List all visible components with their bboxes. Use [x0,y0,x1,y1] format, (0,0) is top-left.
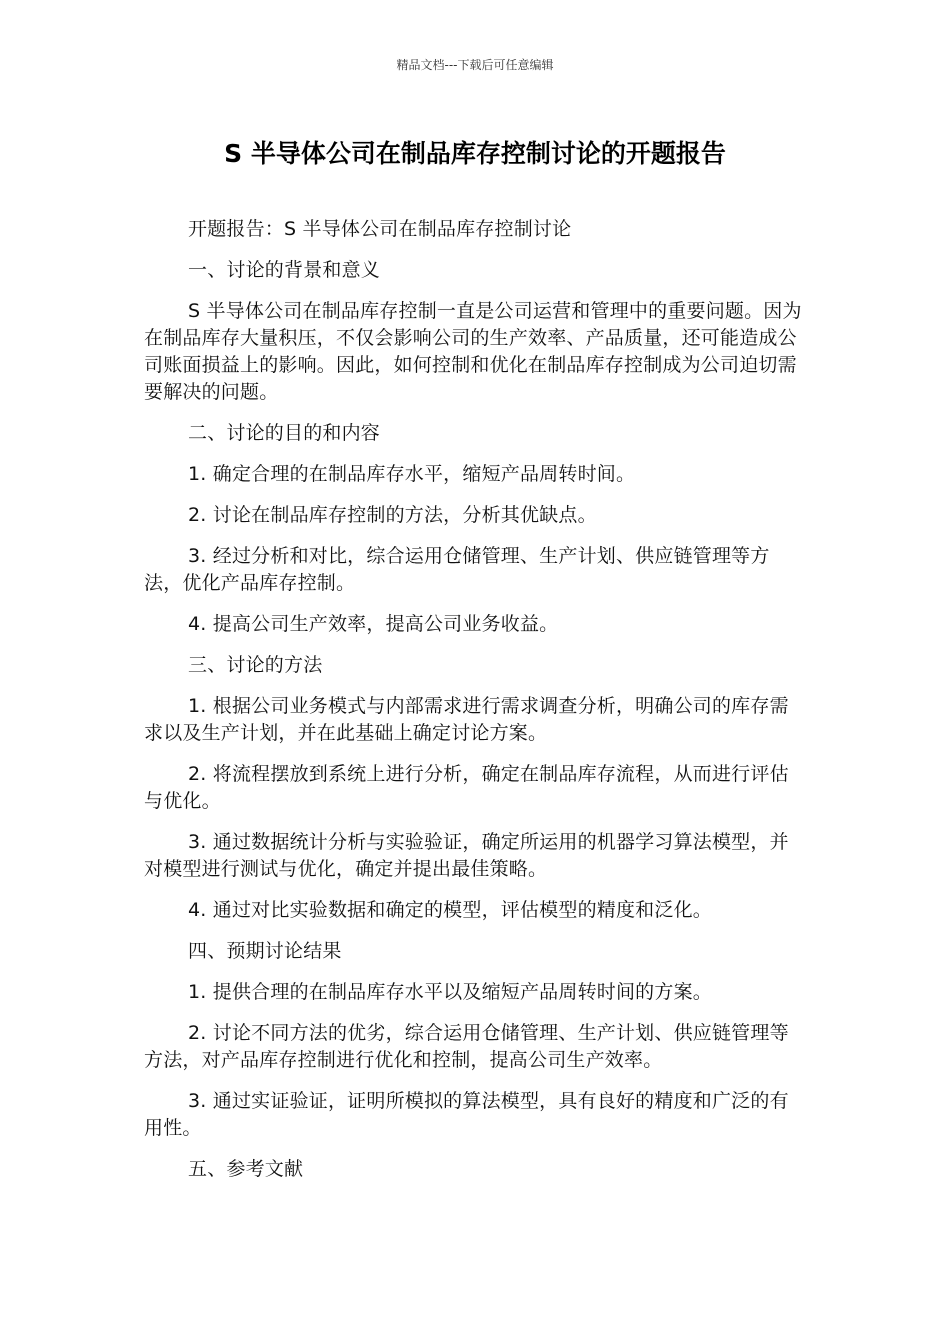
list-item-purpose-2: 2. 讨论在制品库存控制的方法，分析其优缺点。 [188,504,597,526]
paragraph-background: S 半导体公司在制品库存控制一直是公司运营和管理中的重要问题。因为在制品库存大量积压，不仅会影响公司的生产效率、产品质量，还可能造成公司账面损益上的影响。因此，如何控制和优化在制品库存控制成为公司迫切需要解决的问题。 [144,300,802,403]
section-heading-methods: 三、讨论的方法 [188,654,323,676]
paragraph-report-title: 开题报告：S 半导体公司在制品库存控制讨论 [188,218,572,240]
document-title: S 半导体公司在制品库存控制讨论的开题报告 [224,139,726,168]
page-header: 精品文档---下载后可任意编辑 [396,58,554,72]
section-heading-references: 五、参考文献 [188,1158,304,1180]
list-item-method-1: 1. 根据公司业务模式与内部需求进行需求调查分析，明确公司的库存需求以及生产计划，并在此基础上确定讨论方案。 [144,695,789,744]
list-item-purpose-3: 3. 经过分析和对比，综合运用仓储管理、生产计划、供应链管理等方法，优化产品库存控制。 [144,545,770,594]
section-heading-expected-results: 四、预期讨论结果 [188,940,342,962]
list-item-result-3: 3. 通过实证验证，证明所模拟的算法模型，具有良好的精度和广泛的有用性。 [144,1090,789,1139]
list-item-purpose-1: 1. 确定合理的在制品库存水平，缩短产品周转时间。 [188,463,636,485]
section-heading-purpose: 二、讨论的目的和内容 [188,422,381,444]
list-item-method-4: 4. 通过对比实验数据和确定的模型，评估模型的精度和泛化。 [188,899,712,921]
list-item-method-3: 3. 通过数据统计分析与实验验证，确定所运用的机器学习算法模型，并对模型进行测试与优化，确定并提出最佳策略。 [144,831,789,880]
list-item-method-2: 2. 将流程摆放到系统上进行分析，确定在制品库存流程，从而进行评估与优化。 [144,763,789,812]
section-heading-background: 一、讨论的背景和意义 [188,259,381,281]
list-item-result-2: 2. 讨论不同方法的优劣，综合运用仓储管理、生产计划、供应链管理等方法，对产品库存控制进行优化和控制，提高公司生产效率。 [144,1022,789,1071]
list-item-result-1: 1. 提供合理的在制品库存水平以及缩短产品周转时间的方案。 [188,981,712,1003]
list-item-purpose-4: 4. 提高公司生产效率，提高公司业务收益。 [188,613,559,635]
document-body [144,216,806,1197]
